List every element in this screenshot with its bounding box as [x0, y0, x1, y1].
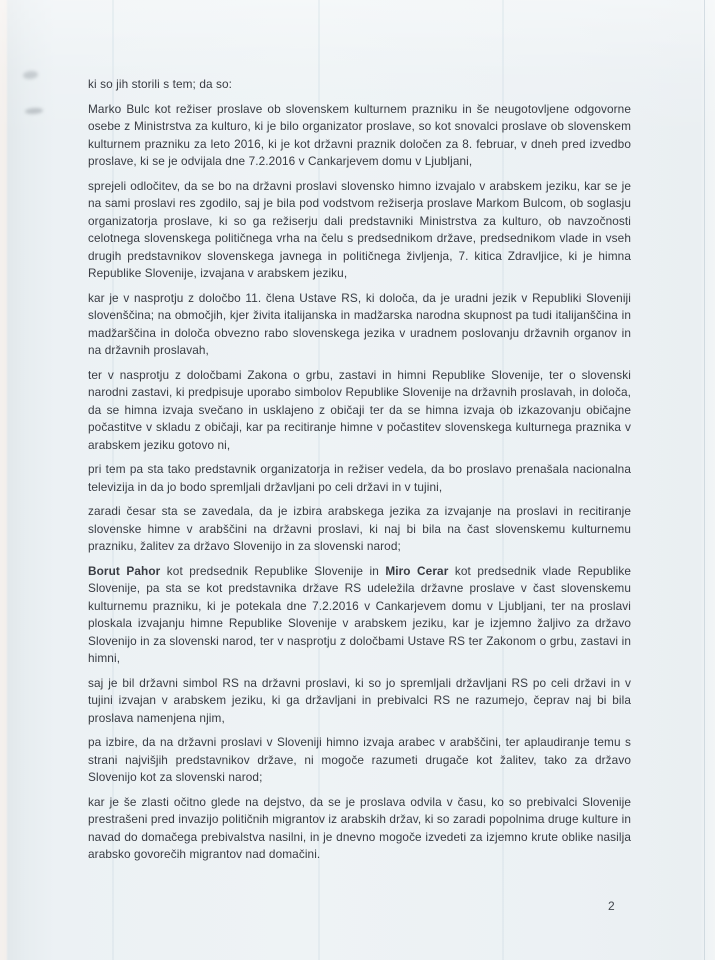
paragraph — [88, 794, 631, 864]
document-body — [88, 76, 631, 871]
paragraph-text: ki so jih storili s tem; da so: — [88, 77, 233, 91]
paragraph — [88, 563, 631, 668]
paragraph — [88, 367, 631, 455]
page-number: 2 — [608, 899, 615, 913]
scan-right-edge-line — [704, 0, 705, 960]
scan-smudge — [23, 70, 39, 80]
paragraph — [88, 461, 631, 496]
paragraph-text: Marko Bulc kot režiser proslave ob slovenskem kulturnem prazniku in še neugotovljene odgovorne osebe z Ministrstva za kulturo, ki je bilo organizator proslave, so kot snovalci proslave ob slovenskem kulturnem prazniku za leto 2016, ki je kot državni praznik določen za 8. februar, v dneh pred izvedbo proslave, ki se je odvijala dne 7.2.2016 v Cankarjevem domu v Ljubljani, — [88, 101, 631, 168]
paragraph-text: kot predsednik vlade Republike Slovenije, pa sta se kot predstavnika države RS udeležila državne proslave v čast slovenskemu kulturnemu prazniku, ki je potekala dne 7.2.2016 v Cankarjevem domu v Ljubljani, ter na proslavi ploskala izvajanju himne Republike Slovenije v arabskem jeziku, kar je izjemno žaljivo za državo Slovenijo in za slovenski narod, ter v nasprotju z določbami Ustave RS ter Zakonom o grbu, zastavi in himni, — [88, 563, 631, 665]
paragraph-text: kar je v nasprotju z določbo 11. člena Ustave RS, ki določa, da je uradni jezik v Republiki Sloveniji slovenščina; na območjih, kjer živita italijanska in madžarska narodna skupnost pa tudi italijanščina in madžarščina in določa obvezno rabo slovenskega jezika v uradnem poslovanju državnih organov in na državnih proslavah, — [88, 290, 631, 357]
paragraph — [88, 675, 631, 728]
paragraph — [88, 178, 631, 283]
person-name-bold: Borut Pahor — [88, 563, 161, 578]
paragraph-text: pri tem pa sta tako predstavnik organizatorja in režiser vedela, da bo proslavo prenašala nacionalna televizija in da jo bodo spremljali državljani po celi državi in v tujini, — [88, 462, 631, 494]
scan-smudge — [25, 107, 43, 114]
paragraph — [88, 290, 631, 360]
paragraph — [88, 503, 631, 556]
paragraph — [88, 76, 631, 94]
paragraph — [88, 101, 631, 171]
paragraph-text: sprejeli odločitev, da se bo na državni proslavi slovensko himno izvajalo v arabskem jeziku, kar se je na sami proslavi res zgodilo, saj je bila pod vodstvom režiserja proslave Markom Bulcom, ob soglasju organizatorja proslave, ki so ga režiserju dali predstavniki Ministrstva za kulturo, ob navzočnosti celotnega slovenskega političnega vrha na čelu s predsednikom države, predsednikom vlade in vseh drugih predstavnikov slovenskega javnega in političnega življenja, 7. kitica Zdravljice, ki je himna Republike Slovenije, izvajana v arabskem jeziku, — [88, 178, 631, 280]
person-name-bold: Miro Cerar — [385, 563, 449, 578]
paragraph — [88, 734, 631, 787]
paragraph-text: kar je še zlasti očitno glede na dejstvo, da se je proslava odvila v času, ko so prebivalci Slovenije prestrašeni pred invazijo političnih migrantov iz arabskih držav, ki so zaradi popolnima druge kulture in navad do domačega prebivalstva nasilni, in je dnevno mogoče izvedeti za izjemno krute oblike nasilja arabsko govorečih migrantov nad domačini. — [88, 794, 631, 861]
paragraph-text: pa izbire, da na državni proslavi v Sloveniji himno izvaja arabec v arabščini, ter aplaudiranje temu s strani najvišjih predstavnikov države, ni mogoče razumeti drugače kot žalitev, tako za državo Slovenijo kot za slovenski narod; — [88, 735, 631, 784]
paragraph-text: kot predsednik Republike Slovenije in — [160, 563, 386, 578]
paragraph-text: zaradi česar sta se zavedala, da je izbira arabskega jezika za izvajanje na proslavi in recitiranje slovenske himne v arabščini na državni proslavi, ki naj bi bila na čast slovenskemu kulturnemu prazniku, žalitev za državo Slovenijo in za slovenski narod; — [88, 504, 631, 553]
paragraph-text: saj je bil državni simbol RS na državni proslavi, ki so jo spremljali državljani RS po celi državi in v tujini izvajan v arabskem jeziku, ki ga državljani in prebivalci RS ne razumejo, čeprav naj bi bila proslava namenjena njim, — [88, 675, 631, 725]
paragraph-text: ter v nasprotju z določbami Zakona o grbu, zastavi in himni Republike Slovenije, ter o slovenski narodni zastavi, ki predpisuje uporabo simbolov Republike Slovenije na državnih proslavah, in določa, da se himna izvaja svečano in usklajeno z običaji ter da se himna izvaja ob izkazovanju običajne počastitve v skladu z običaji, kar pa recitiranje himne v počastitev slovenskega kulturnega praznika v arabskem jeziku gotovo ni, — [88, 367, 631, 452]
